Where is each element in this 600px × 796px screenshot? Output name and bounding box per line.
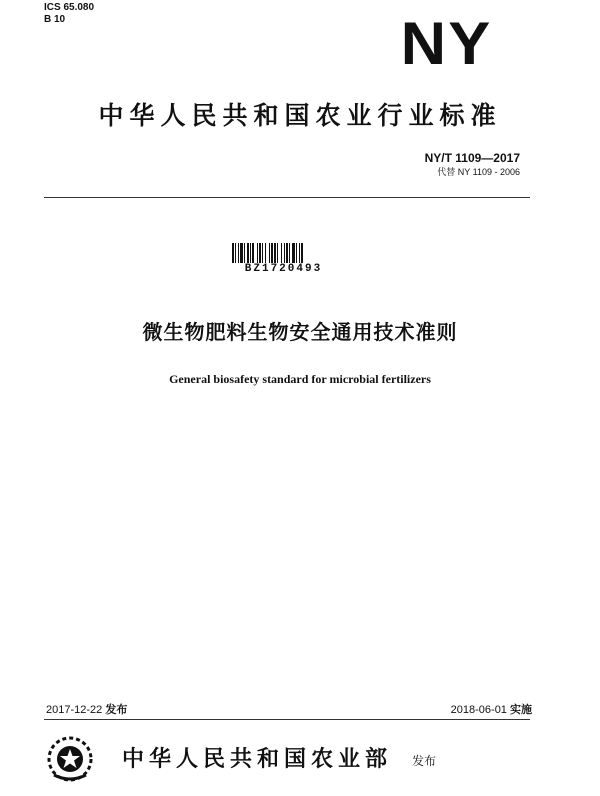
issue-date: 2017-12-22 [46, 704, 103, 716]
document-title-chinese: 微生物肥料生物安全通用技术准则 [142, 320, 458, 344]
replaces-standard: 代替 NY 1109 - 2006 [437, 167, 520, 177]
implement-date: 2018-06-01 [450, 704, 507, 716]
ccs-code: B 10 [44, 14, 66, 25]
classification-codes [44, 2, 94, 26]
implement-date-line [451, 703, 532, 717]
ics-code: ICS 65.080 [44, 2, 95, 13]
standard-category-title: 中华人民共和国农业行业标准 [98, 101, 502, 130]
barcode-number: BZ1720493 [244, 263, 323, 275]
issue-label: 发布 [105, 703, 128, 716]
standard-number-block [425, 150, 520, 178]
publisher-suffix: 发布 [412, 754, 437, 768]
implement-label: 实施 [510, 703, 532, 716]
header-divider [44, 197, 530, 198]
document-title-english: General biosafety standard for microbial fertilizers [169, 372, 431, 386]
standard-number: NY/T 1109—2017 [424, 151, 520, 165]
barcode-icon [232, 243, 335, 263]
footer-divider [44, 719, 530, 720]
ny-logo: NY [400, 10, 492, 77]
issue-date-line [46, 703, 127, 717]
publisher-name: 中华人民共和国农业部 [122, 747, 393, 772]
ministry-emblem-icon [46, 735, 94, 783]
